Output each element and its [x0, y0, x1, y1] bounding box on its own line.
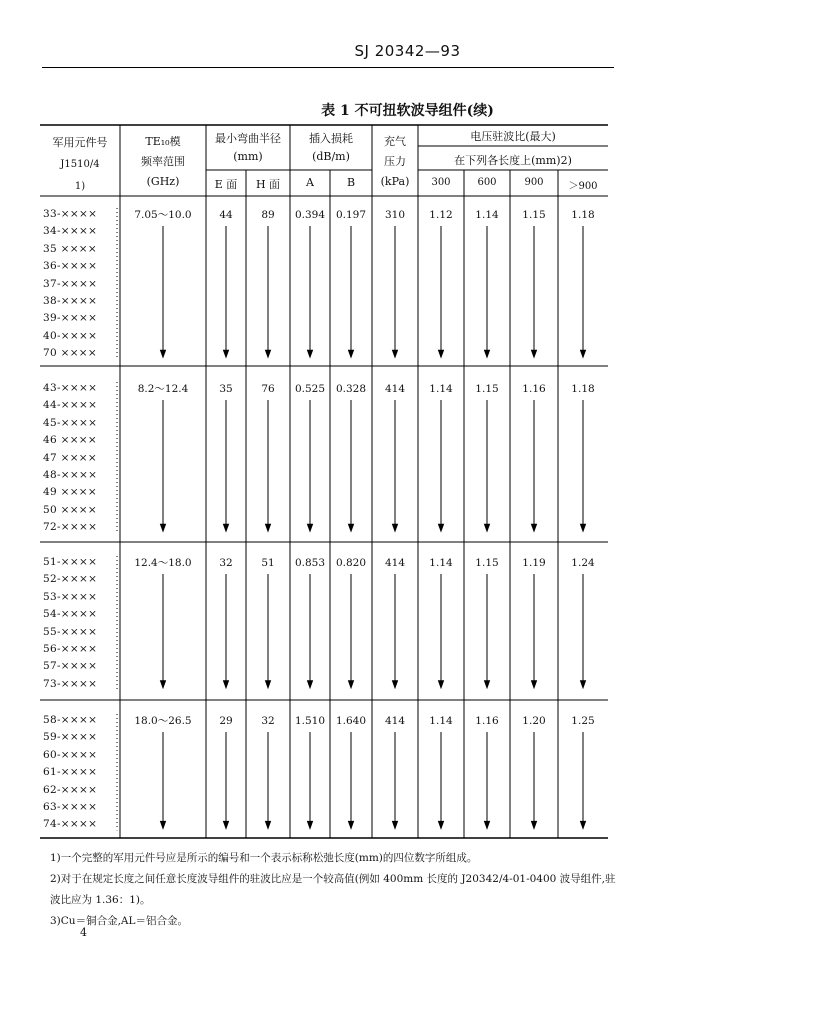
cell-vswr: 1.25	[571, 715, 595, 727]
header-freq-line2: 频率范围	[141, 155, 185, 168]
part-number: 57-××××	[43, 660, 98, 673]
part-number: 53-××××	[43, 590, 98, 603]
ditto-arrow-head	[266, 350, 271, 357]
ditto-arrow-head	[393, 350, 398, 357]
part-number: 59-××××	[43, 731, 98, 744]
header-pressure-line3: (kPa)	[380, 175, 410, 188]
cell-loss-a: 1.510	[294, 715, 326, 727]
part-number: 43-××××	[43, 382, 98, 394]
part-number: 49 ××××	[43, 486, 97, 499]
cell-vswr: 1.15	[522, 209, 546, 221]
cell-vswr: 1.19	[522, 557, 546, 569]
ditto-arrow-head	[224, 524, 229, 531]
ditto-arrow-head	[349, 524, 354, 531]
header-bend-h: H 面	[255, 178, 281, 191]
ditto-arrow-head	[532, 350, 537, 357]
cell-bend-e: 35	[219, 383, 233, 395]
cell-loss-b: 0.328	[335, 383, 367, 395]
table-grid	[40, 124, 608, 839]
cell-vswr: 1.24	[571, 557, 595, 569]
part-number: 55-××××	[43, 625, 98, 638]
footnotes	[50, 848, 620, 932]
cell-loss-b: 1.640	[335, 715, 367, 727]
ditto-arrow-head	[532, 524, 537, 531]
header-frequency	[120, 132, 206, 192]
cell-vswr: 1.14	[429, 383, 453, 395]
ditto-arrow-head	[161, 524, 166, 531]
part-number: 50 ××××	[43, 503, 97, 516]
header-pressure	[372, 132, 418, 192]
header-part-no-line3: 1)	[74, 181, 86, 192]
header-length-over-900: ＞900	[568, 181, 598, 192]
header-pressure-line1: 充气	[384, 135, 406, 148]
cell-loss-b: 0.197	[335, 209, 367, 221]
ditto-arrow-head	[266, 681, 271, 688]
header-loss-line1: 插入损耗	[309, 132, 353, 145]
table-caption: 表 1 不可扭软波导组件(续)	[321, 103, 494, 119]
part-number: 48-××××	[43, 469, 98, 481]
ditto-arrow-head	[439, 350, 444, 357]
ditto-arrow-head	[485, 350, 490, 357]
cell-vswr: 1.18	[571, 209, 595, 221]
header-vswr-sub: 在下列各长度上(mm)2)	[454, 154, 572, 167]
ditto-arrow-head	[439, 821, 444, 828]
cell-vswr: 1.14	[429, 557, 453, 569]
header-freq-line1: TE₁₀模	[145, 135, 181, 148]
ditto-arrow-head	[393, 681, 398, 688]
ditto-arrow-head	[485, 681, 490, 688]
footnote-1: 1)一个完整的军用元件号应是所示的编号和一个表示标称松弛长度(mm)的四位数字所组成。	[50, 852, 478, 864]
ditto-arrow-head	[266, 524, 271, 531]
part-number: 33-××××	[43, 208, 98, 220]
part-number: 58-××××	[43, 714, 98, 726]
part-number: 72-××××	[43, 521, 98, 534]
cell-pressure: 414	[384, 715, 406, 727]
header-part-no	[40, 132, 120, 198]
part-number: 47 ××××	[43, 451, 97, 464]
part-number: 54-××××	[43, 608, 98, 621]
part-number: 40-××××	[43, 329, 98, 342]
header-bend-e: E 面	[214, 178, 238, 191]
part-number: 61-××××	[43, 766, 98, 779]
ditto-arrow-head	[308, 821, 313, 828]
part-number: 56-××××	[43, 643, 98, 655]
page-number: 4	[80, 926, 87, 939]
ditto-arrow-head	[439, 524, 444, 531]
ditto-arrow-head	[349, 681, 354, 688]
cell-bend-h: 89	[261, 209, 275, 221]
footnote-3: 3)Cu＝铜合金,AL＝铝合金。	[50, 915, 188, 927]
cell-vswr: 1.20	[522, 715, 546, 727]
header-part-no-line1: 军用元件号	[52, 136, 108, 149]
ditto-arrow-head	[224, 350, 229, 357]
ditto-arrow-head	[581, 350, 586, 357]
cell-bend-e: 44	[219, 209, 233, 221]
ditto-arrow-head	[581, 821, 586, 828]
footnote-2: 2)对于在规定长度之间任意长度波导组件的驻波比应是一个较高值(例如 400mm 长度的 J20342/4-01-0400 波导组件,驻波比应为 1.36：1)。	[50, 873, 616, 906]
part-number: 52-××××	[43, 573, 98, 586]
part-number: 74-××××	[43, 818, 98, 831]
part-number: 38-××××	[43, 295, 98, 307]
cell-bend-h: 32	[261, 715, 275, 727]
ditto-arrow-head	[266, 821, 271, 828]
ditto-arrow-head	[532, 681, 537, 688]
header-bend-line2: (mm)	[233, 150, 263, 163]
part-number: 70 ××××	[43, 347, 97, 360]
ditto-arrow-head	[161, 821, 166, 828]
cell-pressure: 414	[384, 383, 406, 395]
cell-vswr: 1.12	[429, 209, 453, 221]
ditto-arrow-head	[308, 681, 313, 688]
part-number: 60-××××	[43, 748, 98, 761]
ditto-arrow-head	[161, 350, 166, 357]
header-length-600: 600	[477, 177, 497, 188]
part-number: 45-××××	[43, 416, 98, 429]
ditto-arrow-head	[224, 681, 229, 688]
cell-pressure: 310	[384, 209, 406, 221]
cell-loss-a: 0.525	[294, 383, 326, 395]
ditto-arrow-head	[532, 821, 537, 828]
header-pressure-line2: 压力	[384, 155, 406, 168]
part-number: 35 ××××	[43, 242, 97, 255]
cell-vswr: 1.15	[475, 557, 499, 569]
header-freq-line3: (GHz)	[146, 175, 180, 188]
cell-vswr: 1.16	[475, 715, 499, 727]
ditto-arrow-head	[581, 524, 586, 531]
ditto-arrow-head	[581, 681, 586, 688]
cell-bend-h: 51	[261, 557, 275, 569]
header-loss-a: A	[306, 176, 314, 189]
cell-vswr: 1.15	[475, 383, 499, 395]
cell-pressure: 414	[384, 557, 406, 569]
part-number: 36-××××	[43, 260, 98, 273]
cell-loss-b: 0.820	[335, 557, 367, 569]
part-number: 63-××××	[43, 801, 98, 813]
header-rule	[42, 67, 614, 68]
data-table	[40, 124, 608, 839]
ditto-arrow-head	[349, 821, 354, 828]
ditto-arrow-head	[439, 681, 444, 688]
cell-freq: 8.2～12.4	[137, 383, 189, 395]
part-number: 34-××××	[43, 225, 98, 238]
ditto-arrow-head	[485, 524, 490, 531]
header-bend-line1: 最小弯曲半径	[215, 132, 281, 145]
cell-freq: 7.05～10.0	[134, 209, 192, 221]
ditto-arrow-head	[485, 821, 490, 828]
cell-freq: 18.0～26.5	[134, 715, 192, 727]
part-number: 37-××××	[43, 277, 98, 290]
cell-bend-e: 32	[219, 557, 233, 569]
cell-freq: 12.4～18.0	[134, 557, 192, 569]
cell-vswr: 1.14	[429, 715, 453, 727]
part-number: 46 ××××	[43, 434, 97, 447]
header-length-900: 900	[524, 177, 544, 188]
ditto-arrow-head	[161, 681, 166, 688]
cell-vswr: 1.18	[571, 383, 595, 395]
cell-bend-e: 29	[219, 715, 233, 727]
part-number: 62-××××	[43, 783, 98, 796]
ditto-arrow-head	[224, 821, 229, 828]
part-number: 39-××××	[43, 312, 98, 325]
part-number: 51-××××	[43, 556, 98, 568]
header-part-no-line2: J1510/4	[60, 159, 100, 170]
ditto-arrow-head	[393, 821, 398, 828]
cell-loss-a: 0.853	[294, 557, 326, 569]
part-number: 73-××××	[43, 677, 98, 690]
part-number: 44-××××	[43, 399, 98, 412]
ditto-arrow-head	[308, 524, 313, 531]
header-bend-radius	[206, 130, 290, 166]
ditto-arrow-head	[349, 350, 354, 357]
header-vswr: 电压驻波比(最大)	[470, 130, 556, 143]
cell-loss-a: 0.394	[294, 209, 326, 221]
header-loss-line2: (dB/m)	[312, 150, 350, 163]
cell-bend-h: 76	[261, 383, 275, 395]
header-loss-b: B	[346, 176, 356, 189]
header-length-300: 300	[431, 177, 451, 188]
ditto-arrow-head	[308, 350, 313, 357]
document-number: SJ 20342—93	[354, 42, 461, 60]
cell-vswr: 1.14	[475, 209, 499, 221]
ditto-arrow-head	[393, 524, 398, 531]
header-insertion-loss	[290, 130, 372, 166]
cell-vswr: 1.16	[522, 383, 546, 395]
